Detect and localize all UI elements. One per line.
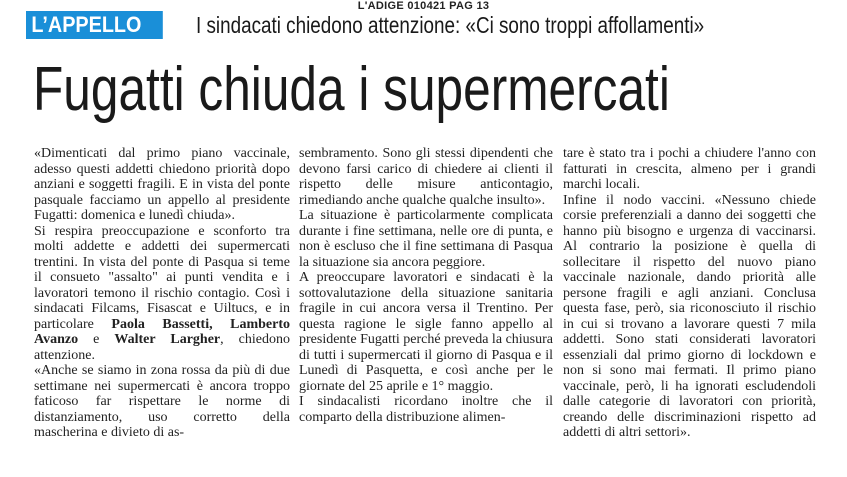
- paragraph: «Dimenticati dal primo piano vaccinale, adesso questi addetti chiedono priorità dopo anziani e soggetti fragili. E in vista del ponte pasquale facciamo un appello al presidente Fugatti: domenica e lunedì chiuda».: [34, 146, 290, 223]
- subheadline: I sindacati chiedono attenzione: «Ci sono troppi affollamenti»: [196, 12, 705, 38]
- headline: Fugatti chiuda i supermercati: [33, 55, 670, 124]
- paragraph: [34, 224, 290, 364]
- paragraph-tail: , chiedono attenzione.: [34, 332, 290, 363]
- source-line: L'ADIGE 010421 PAG 13: [357, 0, 490, 12]
- paragraph: sembramento. Sono gli stessi dipendenti che devono farsi carico di chiedere ai clienti il rispetto delle misure anticontagio, rimediando anche qualche qualche insulto».: [299, 146, 553, 208]
- union-name-last: Walter Largher: [114, 332, 221, 347]
- article-column-2: [299, 146, 553, 425]
- paragraph: La situazione è particolarmente complicata durante i fine settimana, nelle ore di punta, e non è escluso che il fine settimana di Pasqua la situazione sia ancora peggiore.: [299, 208, 553, 270]
- article-column-1: [34, 146, 290, 441]
- paragraph: A preoccupare lavoratori e sindacati è la sottovalutazione della situazione sanitaria fragile in cui ancora versa il Trentino. Per questa ragione le sigle fanno appello al presidente Fugatti perché preveda la chiusura di tutti i supermercati il giorno di Pasqua e il Lunedì di Pasquetta, e così anche per le giornate del 25 aprile e 1° maggio.: [299, 270, 553, 394]
- paragraph: «Anche se siamo in zona rossa da più di due settimane nei supermercati è ancora troppo faticoso far rispettare le norme di distanziamento, uso corretto della mascherina e divieto di as-: [34, 363, 290, 440]
- article-column-3: [563, 146, 816, 441]
- names-joiner: e: [78, 332, 115, 347]
- paragraph-text: Si respira preoccupazione e sconforto tra molti addette e addetti dei supermercati trentini. In vista del ponte di Pasqua si teme il consueto "assalto" ai punti vendita e i lavoratori temono il rischio contagio. Così i sindacati Filcams, Fisascat e Uiltucs, e in particolare: [34, 223, 290, 332]
- header-strip: [26, 11, 816, 40]
- paragraph: Infine il nodo vaccini. «Nessuno chiede corsie preferenziali a danno dei soggetti che hanno più bisogno e urgenza di vaccinarsi. Al contrario la posizione è quella di sollecitare il rispetto del nuovo piano vaccinale nazionale, dando priorità alle persone fragili e agli anziani. Conclusa questa fase, però, sia riconosciuto il rischio in cui si trovano a lavorare questi 7 mila addetti. Sono stati considerati lavoratori essenziali dal primo giorno di lockdown e non si sono mai fermati. Il primo piano vaccinale, però, li ha ignorati escludendoli dalle categorie di lavoratori con priorità, creando delle discriminazioni rispetto ad addetti di altri settori».: [563, 192, 816, 440]
- kicker-label: L’APPELLO: [26, 11, 163, 39]
- paragraph: tare è stato tra i pochi a chiudere l'anno con fatturati in crescita, almeno per i grandi marchi locali.: [563, 146, 816, 192]
- union-names: Paola Bassetti, Lamberto Avanzo: [34, 316, 291, 347]
- paragraph: I sindacalisti ricordano inoltre che il comparto della distribuzione alimen-: [299, 394, 553, 425]
